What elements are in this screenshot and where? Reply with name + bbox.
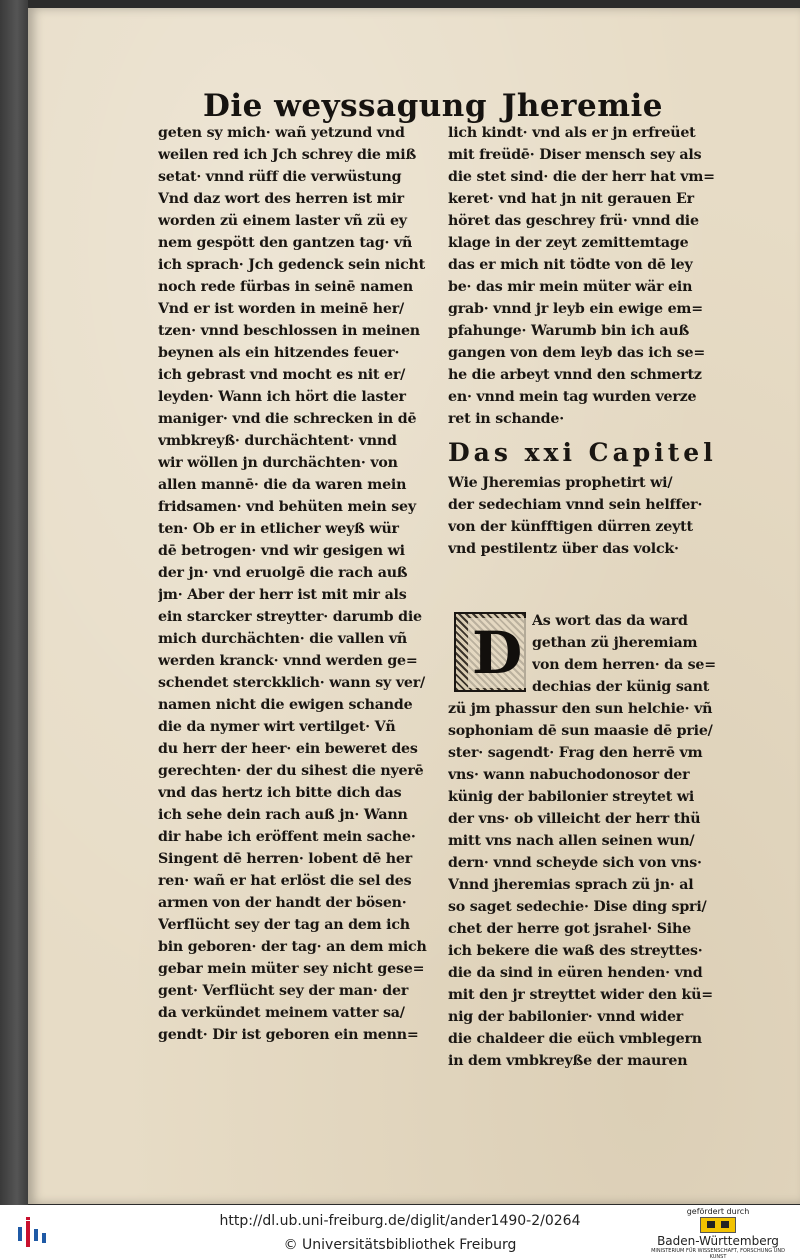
text-line: ich bekere die waß des streyttes· — [448, 943, 703, 959]
text-line: werden kranck· vnnd werden ge= — [158, 653, 418, 669]
text-line: der sedechiam vnnd sein helffer· — [448, 497, 703, 513]
viewer-footer — [0, 1205, 800, 1260]
text-line: ich gebrast vnd mocht es nit er/ — [158, 367, 406, 383]
text-line: Vnd daz wort des herren ist mir — [158, 191, 404, 207]
text-line: Singent dē herren· lobent dē her — [158, 851, 413, 867]
text-line: ren· wañ er hat erlöst die sel des — [158, 873, 412, 889]
text-line: gethan zü jheremiam — [532, 635, 698, 651]
text-line: pfahunge· Warumb bin ich auß — [448, 323, 690, 339]
text-line: nig der babilonier· vnnd wider — [448, 1009, 684, 1025]
text-line: sophoniam dē sun maasie dē prie/ — [448, 723, 713, 739]
text-line: noch rede fürbas in seinē namen — [158, 279, 413, 295]
text-line: ein starcker streytter· darumb die — [158, 609, 422, 625]
text-line: As wort das da ward — [532, 613, 688, 629]
text-line: Vnd er ist worden in meinē her/ — [158, 301, 404, 317]
text-line: setat· vnnd rüff die verwüstung — [158, 169, 402, 185]
text-line: tzen· vnnd beschlossen in meinen — [158, 323, 420, 339]
text-line: weilen red ich Jch schrey die miß — [158, 147, 417, 163]
text-line: die stet sind· die der herr hat vm= — [448, 169, 715, 185]
text-line: du herr der heer· ein beweret des — [158, 741, 418, 757]
text-line: fridsamen· vnd behüten mein sey — [158, 499, 416, 515]
text-line: ten· Ob er in etlicher weyß wür — [158, 521, 399, 537]
sponsor-name: Baden-Württemberg — [657, 1234, 779, 1248]
text-line: ich sprach· Jch gedenck sein nicht — [158, 257, 425, 273]
text-line: Wie Jheremias prophetirt wi/ — [448, 475, 673, 491]
text-line: worden zü einem laster vñ zü ey — [158, 213, 407, 229]
text-line: gebar mein müter sey nicht gese= — [158, 961, 425, 977]
text-line: schendet sterckklich· wann sy ver/ — [158, 675, 425, 691]
text-line: beynen als ein hitzendes feuer· — [158, 345, 400, 361]
text-line: wir wöllen jn durchächten· von — [158, 455, 398, 471]
text-line: das er mich nit tödte von dē ley — [448, 257, 693, 273]
text-line: lich kindt· vnd als er jn erfreüet — [448, 125, 696, 141]
text-line: nem gespött den gantzen tag· vñ — [158, 235, 413, 251]
text-line: vnd das hertz ich bitte dich das — [158, 785, 402, 801]
sponsor-label: gefördert durch — [686, 1207, 750, 1216]
text-line: der jn· vnd eruolgē die rach auß — [158, 565, 408, 581]
text-line: Vnnd jheremias sprach zü jn· al — [448, 877, 694, 893]
text-line: vnd pestilentz über das volck· — [448, 541, 679, 557]
text-line: von dem herren· da se= — [532, 657, 716, 673]
text-line: höret das geschrey frü· vnnd die — [448, 213, 699, 229]
text-line: dē betrogen· vnd wir gesigen wi — [158, 543, 405, 559]
text-line: gerechten· der du sihest die nyerē — [158, 763, 424, 779]
right-column-bottom-text — [448, 698, 718, 1072]
text-line: mich durchächten· die vallen vñ — [158, 631, 408, 647]
text-line: mit den jr streyttet wider den kü= — [448, 987, 713, 1003]
running-head-right: Jheremie — [501, 88, 663, 124]
text-line: von der künfftigen dürren zeytt — [448, 519, 693, 535]
text-line: ret in schande· — [448, 411, 564, 427]
scanner-background — [0, 0, 28, 1205]
text-line: ster· sagendt· Frag den herrē vm — [448, 745, 703, 761]
text-line: bin geboren· der tag· an dem mich — [158, 939, 427, 955]
text-line: dir habe ich eröffent mein sache· — [158, 829, 416, 845]
running-head-left: Die weyssagung — [203, 88, 488, 124]
text-line: der vns· ob villeicht der herr thü — [448, 811, 701, 827]
text-line: keret· vnd hat jn nit gerauen Er — [448, 191, 694, 207]
initial-paragraph — [448, 610, 718, 698]
text-line: he die arbeyt vnnd den schmertz — [448, 367, 702, 383]
text-line: die chaldeer die eüch vmblegern — [448, 1031, 702, 1047]
text-line: namen nicht die ewigen schande — [158, 697, 413, 713]
copyright-notice: © Universitätsbibliothek Freiburg — [283, 1237, 517, 1253]
coat-of-arms-icon — [700, 1217, 736, 1233]
right-column-top-text — [448, 122, 718, 430]
text-line: klage in der zeyt zemittemtage — [448, 235, 689, 251]
text-line: zü jm phassur den sun helchie· vñ — [448, 701, 713, 717]
initial-letter: D — [468, 618, 526, 688]
text-line: gent· Verflücht sey der man· der — [158, 983, 409, 999]
text-line: be· das mir mein müter wär ein — [448, 279, 693, 295]
text-line: die da nymer wirt vertilget· Vñ — [158, 719, 396, 735]
text-line: vns· wann nabuchodonosor der — [448, 767, 690, 783]
text-line: vmbkreyß· durchächtent· vnnd — [158, 433, 397, 449]
text-line: leyden· Wann ich hört die laster — [158, 389, 406, 405]
text-line: armen von der handt der bösen· — [158, 895, 407, 911]
text-line: mit freüdē· Diser mensch sey als — [448, 147, 702, 163]
sponsor-ministry: MINISTERIUM FÜR WISSENSCHAFT, FORSCHUNG UND KUNST — [651, 1248, 785, 1260]
decorated-initial-letter — [454, 612, 526, 692]
text-line: gangen von dem leyb das ich se= — [448, 345, 706, 361]
text-line: künig der babilonier streytet wi — [448, 789, 695, 805]
text-line: gendt· Dir ist geboren ein menn= — [158, 1027, 419, 1043]
left-text-column — [158, 122, 436, 1046]
text-line: geten sy mich· wañ yetzund vnd — [158, 125, 405, 141]
text-line: da verkündet meinem vatter sa/ — [158, 1005, 405, 1021]
text-line: dechias der künig sant — [532, 679, 710, 695]
text-line: dern· vnnd scheyde sich von vns· — [448, 855, 702, 871]
text-line: chet der herre got jsrahel· Sihe — [448, 921, 691, 937]
text-line: allen mannē· die da waren mein — [158, 477, 407, 493]
chapter-title: Das xxi Capitel — [448, 438, 717, 467]
text-line: ich sehe dein rach auß jn· Wann — [158, 807, 408, 823]
chapter-summary — [448, 472, 718, 560]
text-line: in dem vmbkreyße der mauren — [448, 1053, 688, 1069]
text-line: Verflücht sey der tag an dem ich — [158, 917, 410, 933]
text-line: jm· Aber der herr ist mit mir als — [158, 587, 407, 603]
text-line: so saget sedechie· Dise ding spri/ — [448, 899, 707, 915]
text-line: grab· vnnd jr leyb ein ewige em= — [448, 301, 703, 317]
permalink-url[interactable]: http://dl.ub.uni-freiburg.de/diglit/ander1490-2/0264 — [219, 1213, 581, 1229]
text-line: mitt vns nach allen seinen wun/ — [448, 833, 695, 849]
text-line: maniger· vnd die schrecken in dē — [158, 411, 417, 427]
text-line: die da sind in eüren henden· vnd — [448, 965, 703, 981]
chapter-spacing — [448, 560, 718, 610]
sponsor-logo — [648, 1207, 788, 1259]
right-text-column — [448, 122, 718, 1072]
text-line: en· vnnd mein tag wurden verze — [448, 389, 697, 405]
